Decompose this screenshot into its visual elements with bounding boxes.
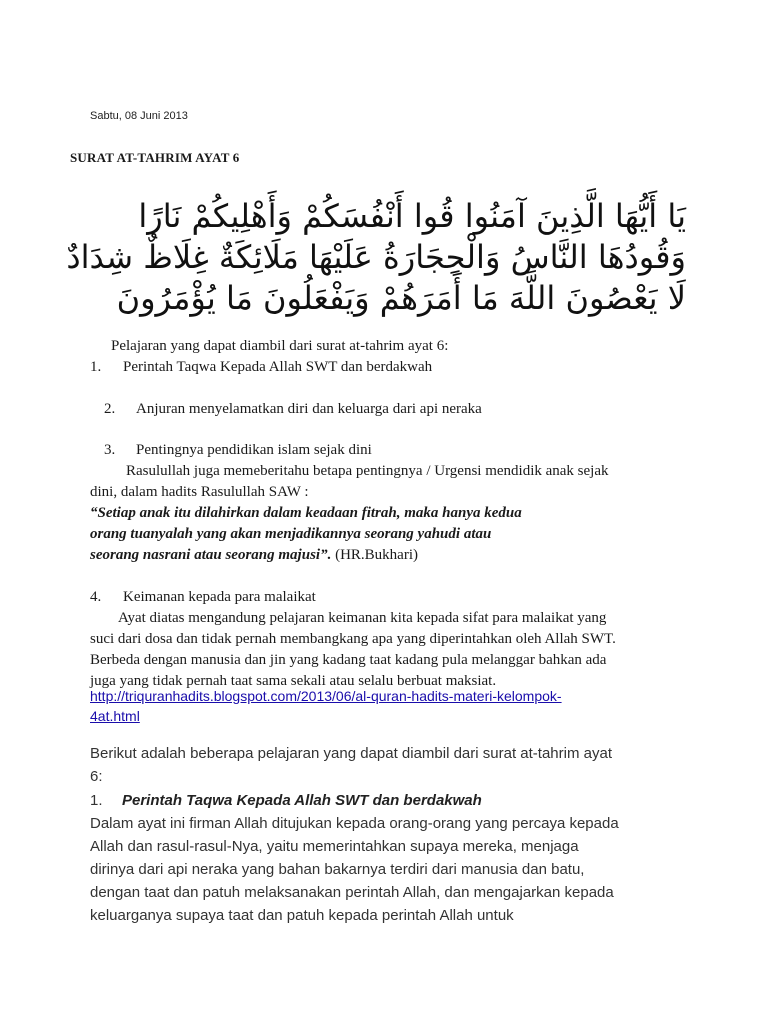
point-4-number: 4.: [90, 589, 102, 605]
point-4-text: Keimanan kepada para malaikat: [123, 589, 316, 605]
arabic-line-3: لَا يَعْصُونَ اللَّهَ مَا أَمَرَهُمْ وَيَفْعَلُونَ مَا يُؤْمَرُونَ: [116, 279, 686, 317]
point-2-text: Anjuran menyelamatkan diri dan keluarga dari api neraka: [136, 401, 482, 417]
section-1-number: 1.: [90, 792, 103, 809]
section-1-title: Perintah Taqwa Kepada Allah SWT dan berdakwah: [122, 792, 482, 809]
section-1-line-4: dengan taat dan patuh melaksanakan perintah Allah, dan mengajarkan kepada: [90, 884, 614, 901]
arabic-verse: [46, 196, 686, 319]
hadith-quote-line-1: “Setiap anak itu dilahirkan dalam keadaan fitrah, maka hanya kedua: [90, 505, 522, 521]
malaikat-line-4: juga yang tidak pernah taat sama sekali atau selalu berbuat maksiat.: [90, 673, 497, 689]
hadith-intro: [90, 461, 678, 503]
berikut-line-1: Berikut adalah beberapa pelajaran yang dapat diambil dari surat at-tahrim ayat: [90, 745, 612, 762]
hadith-intro-line-2: dini, dalam hadits Rasulullah SAW :: [90, 484, 309, 500]
section-1-body: [90, 812, 690, 927]
hadith-quote: [90, 503, 678, 566]
malaikat-line-3: Berbeda dengan manusia dan jin yang kadang taat kadang pula melanggar bahkan ada: [90, 652, 607, 668]
malaikat-line-2: suci dari dosa dan tidak pernah membangkang apa yang diperintahkan oleh Allah SWT.: [90, 631, 616, 647]
hadith-intro-line-1: Rasulullah juga memeberitahu betapa pentingnya / Urgensi mendidik anak sejak: [126, 463, 609, 479]
arabic-line-2: وَقُودُهَا النَّاسُ وَالْحِجَارَةُ عَلَيْهَا مَلَائِكَةٌ غِلَاظٌ شِدَادٌ: [66, 238, 686, 276]
source-link-line-1[interactable]: http://triquranhadits.blogspot.com/2013/06/al-quran-hadits-materi-kelompok-: [90, 688, 562, 704]
source-link-line-2[interactable]: 4at.html: [90, 708, 140, 724]
source-link[interactable]: [90, 686, 690, 726]
document-title: SURAT AT-TAHRIM AYAT 6: [70, 150, 240, 165]
point-1-number: 1.: [90, 359, 102, 375]
section-1-line-3: dirinya dari api neraka yang bahan bakarnya terdiri dari manusia dan batu,: [90, 861, 585, 878]
berikut-line-2: 6:: [90, 768, 103, 785]
section-1-line-2: Allah dan rasul-rasul-Nya, yaitu memerintahkan supaya mereka, menjaga: [90, 838, 579, 855]
section-1-line-5: keluarganya supaya taat dan patuh kepada perintah Allah untuk: [90, 907, 514, 924]
malaikat-paragraph: [90, 608, 678, 692]
berikut-paragraph: [90, 742, 690, 788]
hadith-source: (HR.Bukhari): [331, 547, 418, 563]
point-3-number: 3.: [104, 442, 116, 458]
post-date: Sabtu, 08 Juni 2013: [90, 110, 188, 122]
hadith-quote-line-3: seorang nasrani atau seorang majusi”.: [90, 547, 332, 563]
section-1-line-1: Dalam ayat ini firman Allah ditujukan kepada orang-orang yang percaya kepada: [90, 815, 619, 832]
point-2-number: 2.: [104, 401, 116, 417]
arabic-line-1: يَا أَيُّهَا الَّذِينَ آمَنُوا قُوا أَنْفُسَكُمْ وَأَهْلِيكُمْ نَارًا: [138, 197, 686, 235]
hadith-quote-line-2: orang tuanyalah yang akan menjadikannya seorang yahudi atau: [90, 526, 492, 542]
point-1-text: Perintah Taqwa Kepada Allah SWT dan berdakwah: [123, 359, 433, 375]
lessons-intro: Pelajaran yang dapat diambil dari surat at-tahrim ayat 6:: [111, 338, 449, 354]
malaikat-line-1: Ayat diatas mengandung pelajaran keimanan kita kepada sifat para malaikat yang: [118, 610, 607, 626]
point-3-text: Pentingnya pendidikan islam sejak dini: [136, 442, 372, 458]
